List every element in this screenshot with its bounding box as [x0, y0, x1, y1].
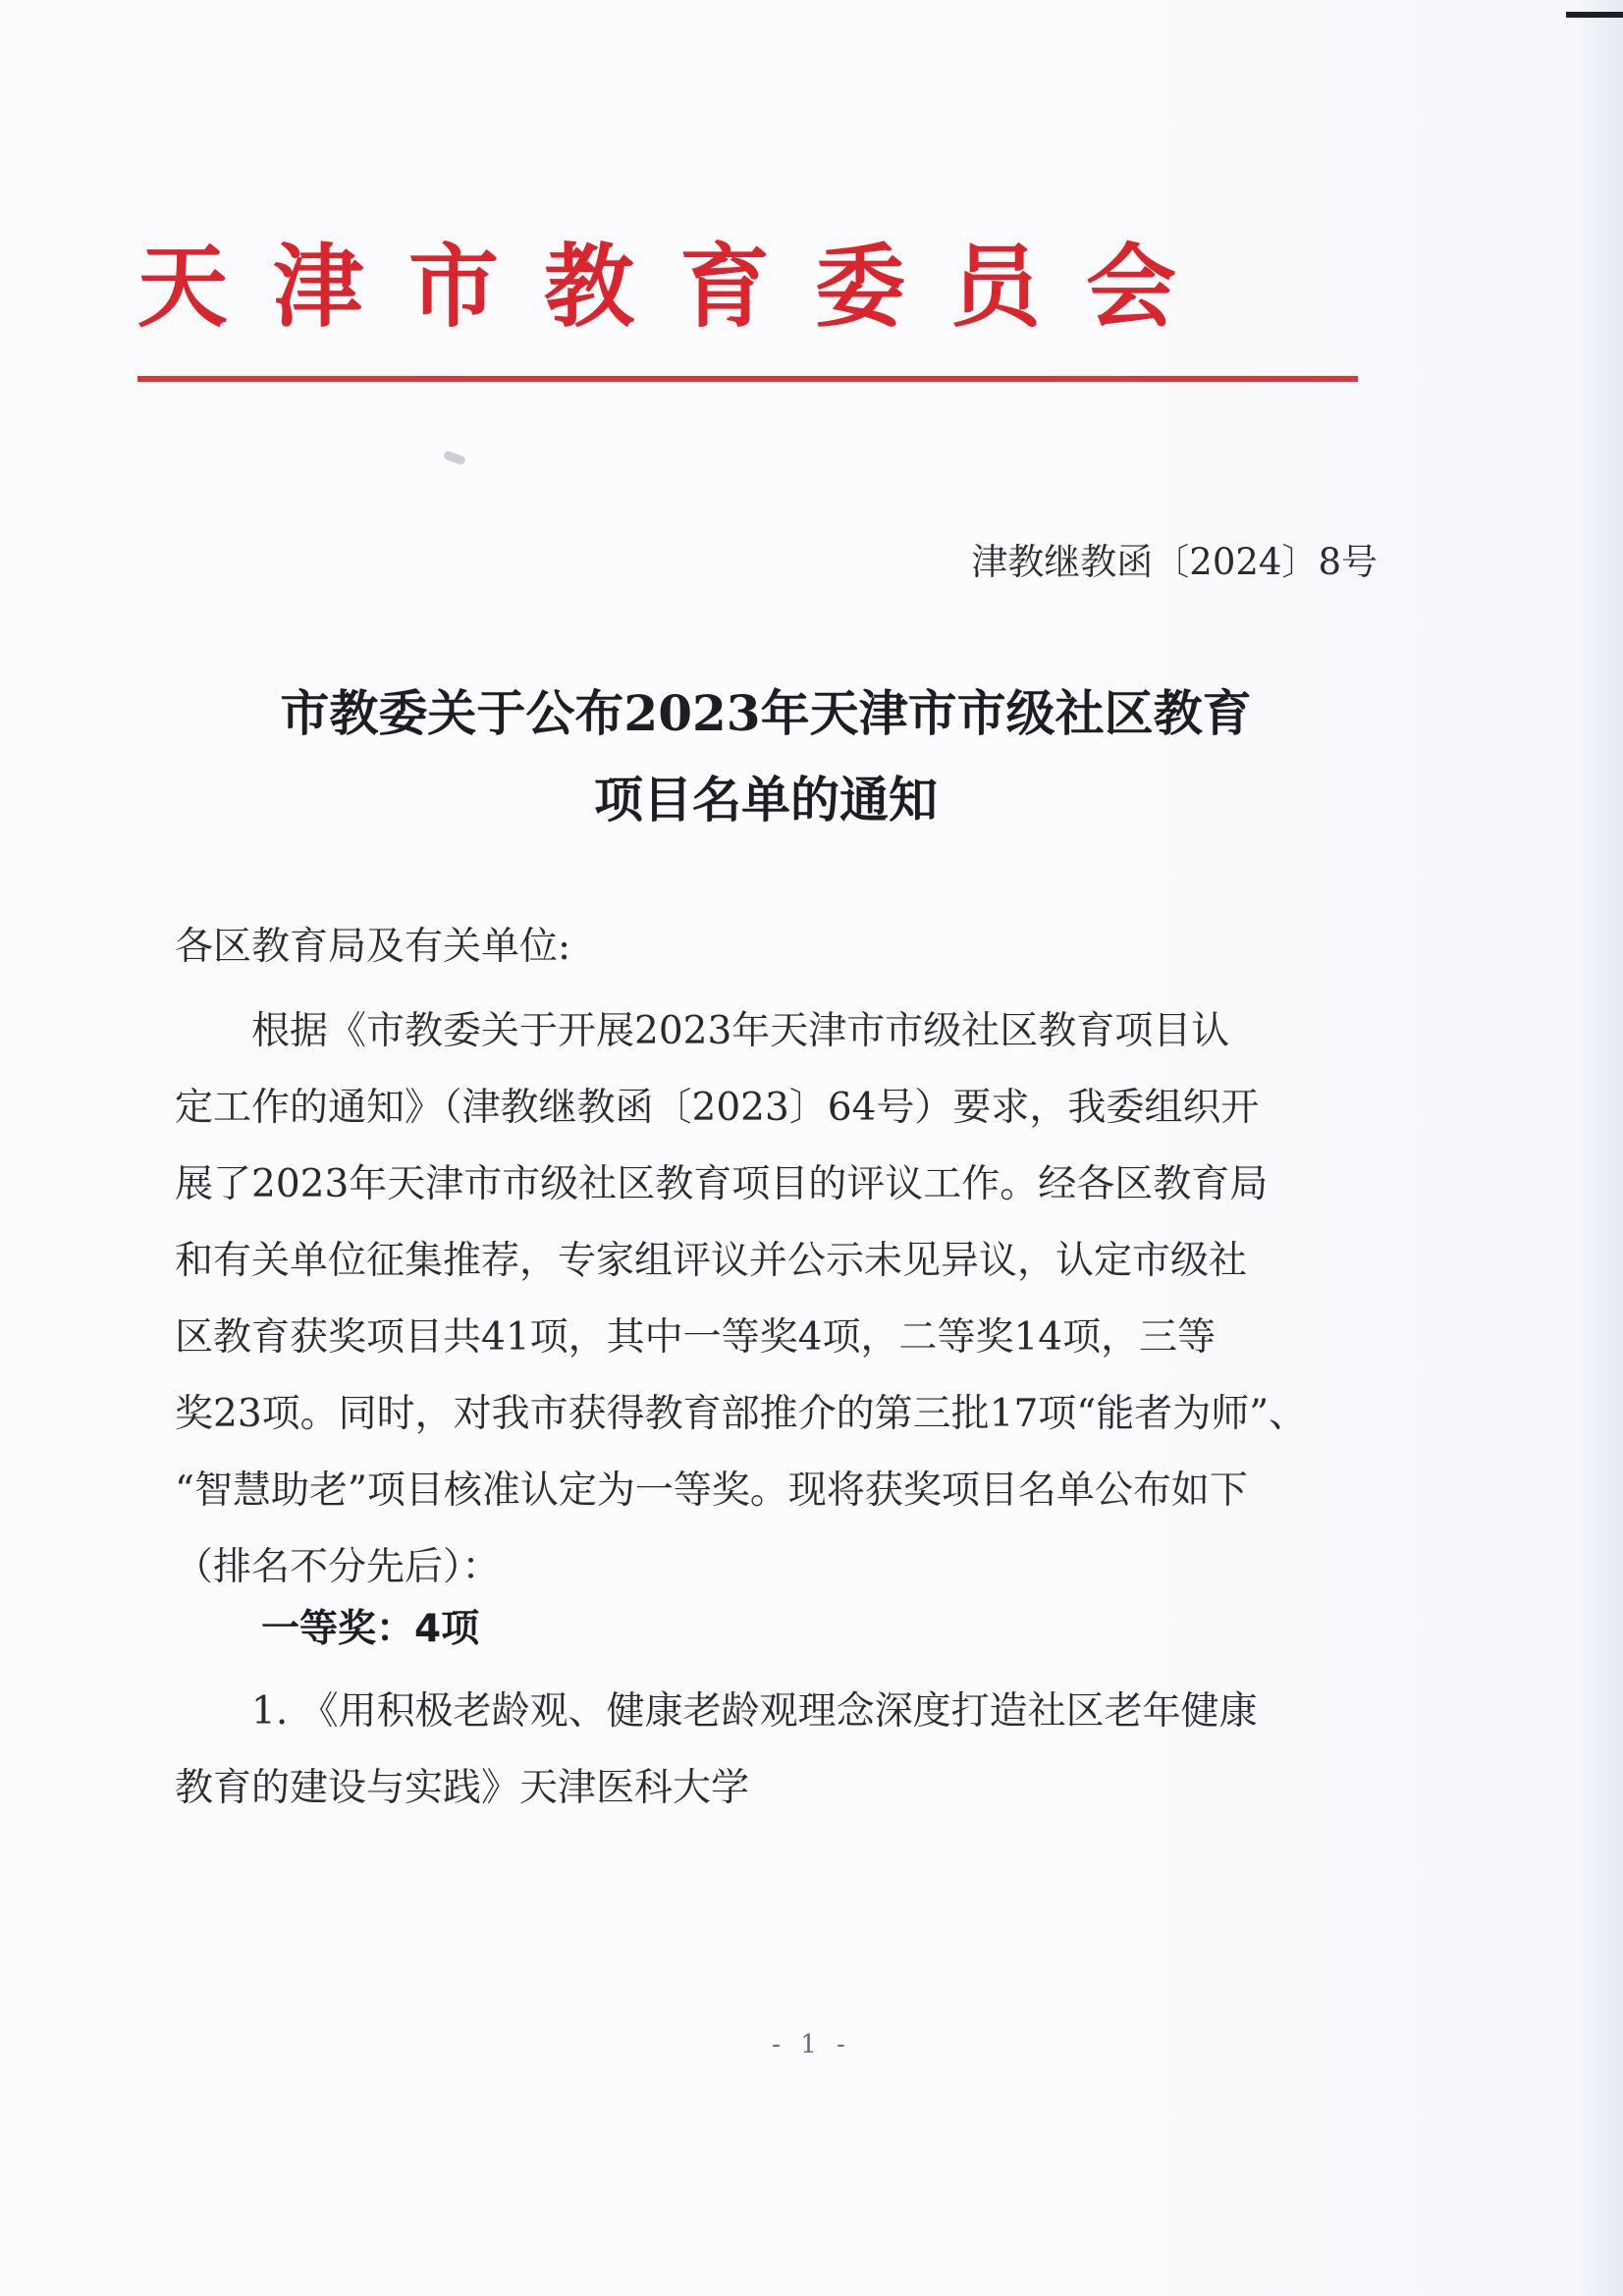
document-title	[147, 670, 1384, 843]
body-line: （排名不分先后）：	[175, 1545, 501, 1589]
list-item-line: 教育的建设与实践》天津医科大学	[175, 1766, 750, 1810]
body-line: 奖23项。同时，对我市获得教育部推介的第三批17项“能者为师”、	[175, 1392, 1308, 1436]
section-heading-first-prize: 一等奖：4项	[261, 1607, 480, 1651]
title-line: 项目名单的通知	[594, 771, 938, 828]
scan-corner-mark	[1566, 12, 1623, 18]
body-line: 区教育获奖项目共41项，其中一等奖4项，二等奖14项，三等	[175, 1315, 1217, 1360]
page-number: - 1 -	[772, 2030, 851, 2059]
scan-edge-shadow	[1576, 0, 1623, 2296]
body-line: 根据《市教委关于开展2023年天津市市级社区教育项目认	[251, 1009, 1230, 1053]
body-paragraph	[175, 993, 1384, 1606]
addressee: 各区教育局及有关单位:	[175, 925, 571, 969]
masthead-title: 天津市教育委员会	[137, 234, 1222, 340]
body-line: 展了2023年天津市市级社区教育项目的评议工作。经各区教育局	[175, 1162, 1269, 1206]
masthead-red-rule	[137, 376, 1358, 382]
list-item-line: 1. 《用积极老龄观、健康老龄观理念深度打造社区老年健康	[251, 1689, 1258, 1734]
list-item	[175, 1674, 1384, 1827]
body-line: “智慧助老”项目核准认定为一等奖。现将获奖项目名单公布如下	[175, 1468, 1248, 1513]
body-line: 定工作的通知》（津教继教函〔2023〕64号）要求，我委组织开	[175, 1086, 1260, 1130]
title-line: 市教委关于公布2023年天津市市级社区教育	[280, 684, 1252, 742]
document-number: 津教继教函〔2024〕8号	[971, 541, 1378, 583]
body-line: 和有关单位征集推荐，专家组评议并公示未见异议，认定市级社	[175, 1239, 1248, 1283]
